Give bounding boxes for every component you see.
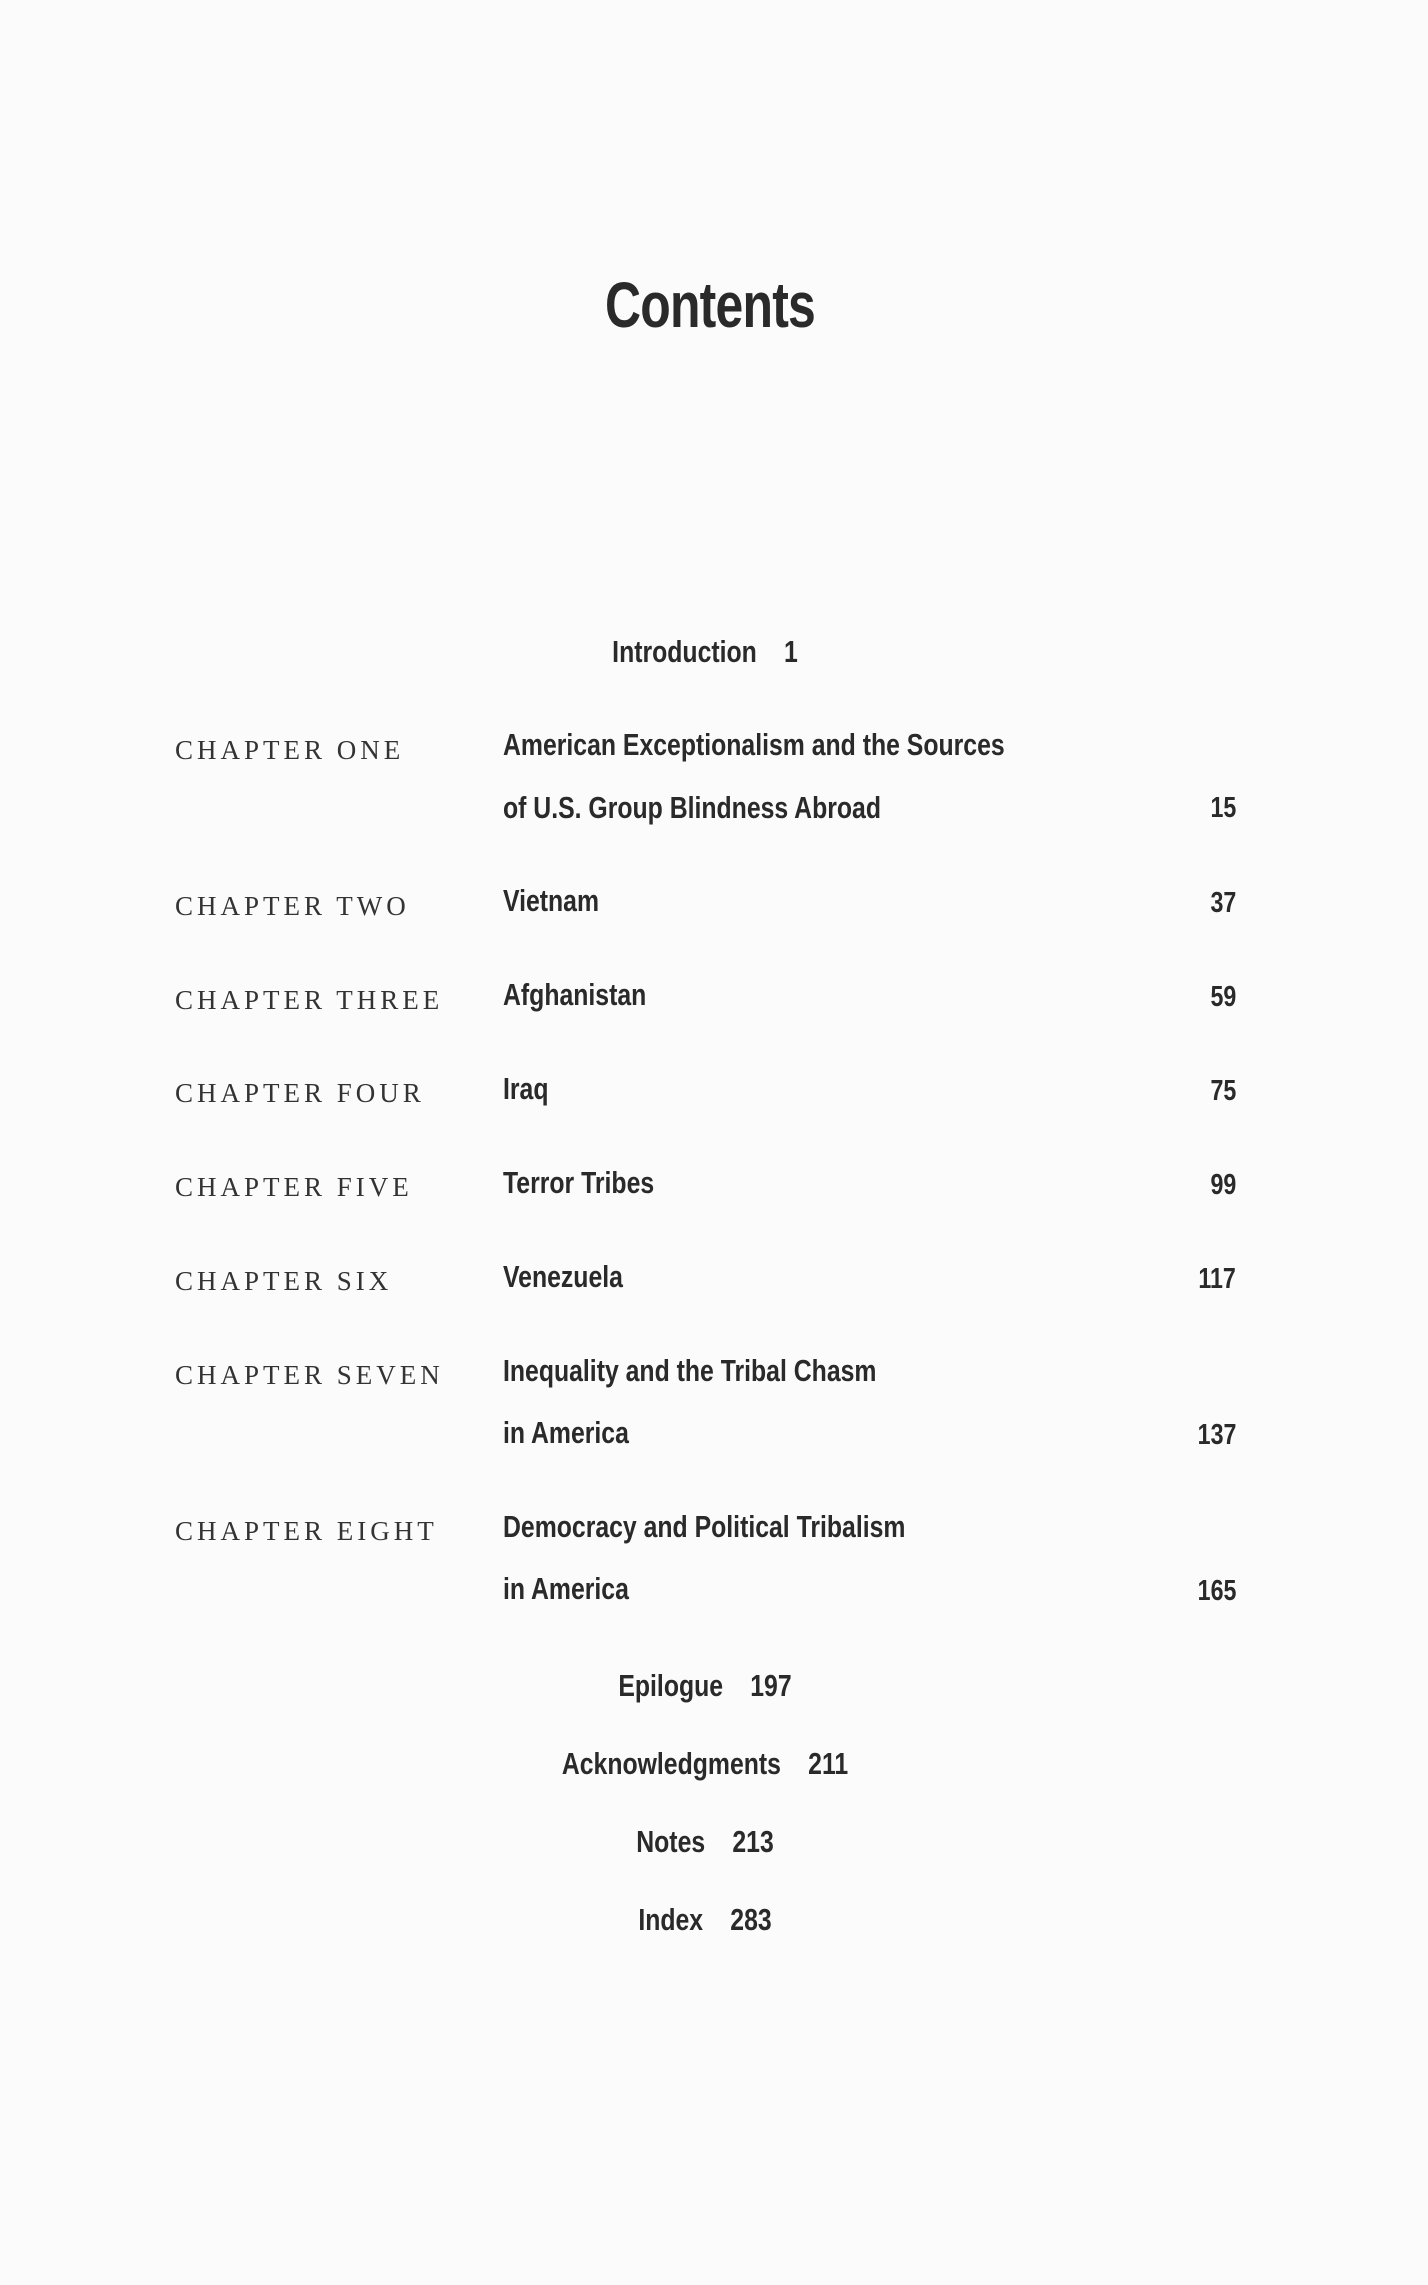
chapter-title-eight-line1[interactable]: Democracy and Political Tribalism — [503, 1509, 906, 1544]
chapter-page-seven: 137 — [1197, 1419, 1236, 1451]
chapter-title-one-line1[interactable]: American Exceptionalism and the Sources — [503, 727, 1005, 762]
toc-entry-notes[interactable] — [141, 1824, 1269, 1860]
entry-page-number: 283 — [730, 1902, 772, 1937]
entry-page-number: 197 — [750, 1668, 792, 1703]
chapter-label-eight: CHAPTER EIGHT — [175, 1516, 438, 1546]
chapter-title-eight-line2[interactable]: in America — [503, 1571, 629, 1606]
chapter-page-six: 117 — [1198, 1263, 1236, 1295]
chapter-label-five: CHAPTER FIVE — [175, 1172, 413, 1202]
toc-entry-introduction[interactable] — [141, 634, 1269, 670]
toc-entry-epilogue[interactable] — [141, 1668, 1269, 1704]
entry-label: Index — [638, 1902, 704, 1937]
chapter-title-six[interactable]: Venezuela — [503, 1259, 623, 1294]
entry-label: Acknowledgments — [561, 1746, 781, 1781]
chapter-label-one: CHAPTER ONE — [175, 735, 405, 765]
chapter-page-eight: 165 — [1197, 1575, 1236, 1607]
entry-label: Introduction — [612, 634, 757, 669]
chapter-title-seven-line2[interactable]: in America — [503, 1415, 629, 1450]
chapter-label-two: CHAPTER TWO — [175, 891, 410, 921]
entry-page-number: 1 — [784, 634, 798, 669]
toc-entry-acknowledgments[interactable] — [141, 1746, 1269, 1782]
entry-label: Notes — [636, 1824, 706, 1859]
chapter-label-six: CHAPTER SIX — [175, 1266, 393, 1296]
chapter-title-seven-line1[interactable]: Inequality and the Tribal Chasm — [503, 1353, 877, 1388]
chapter-title-two[interactable]: Vietnam — [503, 883, 600, 918]
chapter-page-one: 15 — [1210, 792, 1236, 824]
chapter-page-two: 37 — [1210, 887, 1236, 919]
chapter-label-four: CHAPTER FOUR — [175, 1078, 425, 1108]
entry-page-number: 211 — [808, 1746, 849, 1781]
entry-page-number: 213 — [732, 1824, 774, 1859]
page-title: Contents — [604, 269, 816, 341]
chapter-title-five[interactable]: Terror Tribes — [503, 1165, 655, 1200]
chapter-page-four: 75 — [1210, 1075, 1236, 1107]
toc-entry-index[interactable] — [141, 1902, 1269, 1938]
chapter-title-four[interactable]: Iraq — [503, 1071, 549, 1106]
chapter-label-seven: CHAPTER SEVEN — [175, 1360, 444, 1390]
entry-label: Epilogue — [618, 1668, 724, 1703]
chapter-page-five: 99 — [1210, 1169, 1236, 1201]
chapter-title-three[interactable]: Afghanistan — [503, 977, 647, 1012]
chapter-label-three: CHAPTER THREE — [175, 985, 444, 1015]
chapter-title-one-line2[interactable]: of U.S. Group Blindness Abroad — [503, 790, 881, 825]
chapter-page-three: 59 — [1210, 981, 1236, 1013]
